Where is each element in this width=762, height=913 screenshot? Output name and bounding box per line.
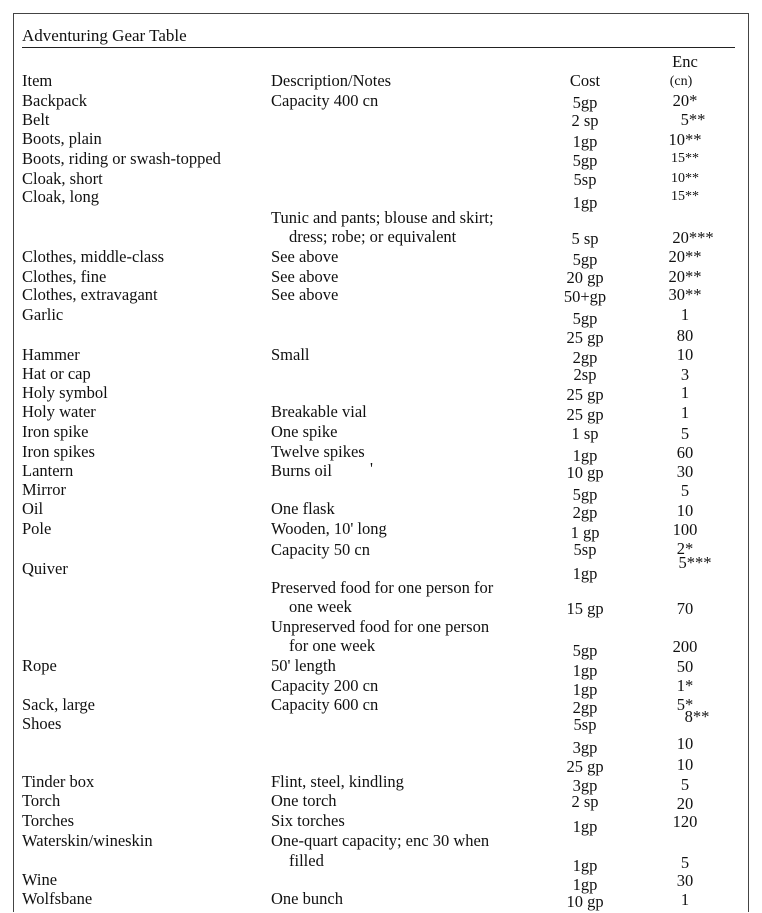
- item-enc: 5: [680, 481, 690, 500]
- item-enc: 100: [672, 520, 698, 539]
- item-name: Waterskin/wineskin: [22, 831, 153, 850]
- item-description: Capacity 200 cn: [271, 676, 379, 695]
- header-item: Item: [22, 71, 53, 90]
- item-enc: 1: [680, 305, 690, 324]
- item-cost: 25 gp: [566, 385, 604, 404]
- item-cost: 10 gp: [566, 463, 604, 482]
- item-enc: 1: [680, 403, 690, 422]
- item-enc: 30: [676, 871, 694, 890]
- item-enc: 30: [676, 462, 694, 481]
- item-name: Lantern: [22, 461, 74, 480]
- item-name: Rope: [22, 656, 57, 675]
- item-name: Torches: [22, 811, 74, 830]
- item-name: Wolfsbane: [22, 889, 93, 908]
- item-cost: 15 gp: [566, 599, 604, 618]
- item-name: Shoes: [22, 714, 62, 733]
- item-description: One bunch: [271, 889, 343, 908]
- item-name: Iron spike: [22, 422, 89, 441]
- item-description: Unpreserved food for one person: [271, 617, 490, 636]
- item-description: Capacity 600 cn: [271, 695, 379, 714]
- item-name: Oil: [22, 499, 44, 518]
- item-enc: 20**: [668, 247, 702, 266]
- item-cost: 5gp: [572, 250, 598, 269]
- item-name: Torch: [22, 791, 61, 810]
- item-cost: 2 sp: [571, 792, 599, 811]
- item-cost: 5sp: [573, 170, 597, 189]
- item-enc: 5***: [678, 553, 712, 572]
- item-cost: 1gp: [572, 817, 598, 836]
- item-cost: 1gp: [572, 446, 598, 465]
- item-enc: 10: [676, 345, 694, 364]
- item-description: 50' length: [271, 656, 336, 675]
- item-name: Belt: [22, 110, 50, 129]
- item-enc: 70: [676, 599, 694, 618]
- item-enc: 10**: [668, 130, 702, 149]
- item-description: for one week: [289, 636, 376, 655]
- item-enc: 20**: [668, 267, 702, 286]
- title-rule: [22, 47, 735, 48]
- item-name: Sack, large: [22, 695, 96, 714]
- item-description: See above: [271, 267, 339, 286]
- item-enc: 8**: [684, 707, 710, 726]
- item-description: Small: [271, 345, 310, 364]
- item-cost: 5gp: [572, 151, 598, 170]
- item-enc: 80: [676, 326, 694, 345]
- item-enc: 5: [680, 775, 690, 794]
- item-description: One-quart capacity; enc 30 when: [271, 831, 490, 850]
- item-name: Quiver: [22, 559, 68, 578]
- item-name: Mirror: [22, 480, 66, 499]
- item-name: Boots, plain: [22, 129, 102, 148]
- item-cost: 20 gp: [566, 268, 604, 287]
- item-name: Wine: [22, 870, 58, 889]
- item-enc: 5: [680, 853, 690, 872]
- item-description: Capacity 400 cn: [271, 91, 379, 110]
- item-enc: 1*: [676, 676, 694, 695]
- item-enc: 10: [676, 734, 694, 753]
- item-enc: 3: [680, 365, 690, 384]
- item-description: Breakable vial: [271, 402, 367, 421]
- item-name: Backpack: [22, 91, 88, 110]
- item-cost: 10 gp: [566, 892, 604, 911]
- item-cost: 2 sp: [571, 111, 599, 130]
- header-enc-unit: (cn): [669, 74, 693, 89]
- item-cost: 5 sp: [571, 229, 599, 248]
- item-enc: 120: [672, 812, 698, 831]
- item-cost: 5gp: [572, 641, 598, 660]
- item-cost: 5gp: [572, 309, 598, 328]
- item-enc: 50: [676, 657, 694, 676]
- item-description: Flint, steel, kindling: [271, 772, 404, 791]
- item-cost: 1gp: [572, 680, 598, 699]
- item-cost: 25 gp: [566, 328, 604, 347]
- item-name: Clothes, fine: [22, 267, 107, 286]
- item-cost: 1gp: [572, 875, 598, 894]
- item-cost: 1gp: [572, 193, 598, 212]
- item-description: Six torches: [271, 811, 345, 830]
- item-cost: 3gp: [572, 738, 598, 757]
- item-description: Burns oil: [271, 461, 332, 480]
- item-enc: 15**: [671, 189, 699, 204]
- item-name: Hat or cap: [22, 364, 91, 383]
- item-cost: 1gp: [572, 856, 598, 875]
- item-enc: 10: [676, 501, 694, 520]
- item-cost: 5gp: [572, 485, 598, 504]
- item-name: Boots, riding or swash-topped: [22, 149, 221, 168]
- item-enc: 2*: [676, 539, 694, 558]
- item-cost: 1gp: [572, 132, 598, 151]
- item-name: Clothes, extravagant: [22, 285, 158, 304]
- item-cost: 1gp: [572, 564, 598, 583]
- item-cost: 3gp: [572, 776, 598, 795]
- item-description: dress; robe; or equivalent: [289, 227, 457, 246]
- item-description: Wooden, 10' long: [271, 519, 387, 538]
- item-enc: 15**: [671, 151, 699, 166]
- item-description: one week: [289, 597, 352, 616]
- item-name: Tinder box: [22, 772, 95, 791]
- item-enc: 5*: [676, 695, 694, 714]
- item-cost: 1 sp: [571, 424, 599, 443]
- item-cost: 2sp: [573, 365, 597, 384]
- item-description: One flask: [271, 499, 335, 518]
- item-description: Capacity 50 cn: [271, 540, 370, 559]
- item-name: Iron spikes: [22, 442, 95, 461]
- header-description: Description/Notes: [271, 71, 392, 90]
- item-enc: 5**: [680, 110, 706, 129]
- item-cost: 5sp: [573, 715, 597, 734]
- stray-mark: ': [370, 459, 373, 478]
- item-cost: 1gp: [572, 661, 598, 680]
- item-enc: 20*: [672, 91, 698, 110]
- item-cost: 5sp: [573, 540, 597, 559]
- item-enc: 60: [676, 443, 694, 462]
- item-name: Pole: [22, 519, 52, 538]
- item-description: Preserved food for one person for: [271, 578, 494, 597]
- item-cost: 50+gp: [563, 287, 607, 306]
- item-name: Hammer: [22, 345, 80, 364]
- item-enc: 10: [676, 755, 694, 774]
- item-enc: 1: [680, 383, 690, 402]
- item-description: One spike: [271, 422, 338, 441]
- item-enc: 30**: [668, 285, 702, 304]
- item-description: Twelve spikes: [271, 442, 365, 461]
- item-enc: 20: [676, 794, 694, 813]
- item-cost: 25 gp: [566, 405, 604, 424]
- item-cost: 1 gp: [570, 523, 600, 542]
- table-title: Adventuring Gear Table: [22, 26, 187, 45]
- item-enc: 200: [672, 637, 698, 656]
- item-name: Holy symbol: [22, 383, 108, 402]
- item-enc: 5: [680, 424, 690, 443]
- item-description: See above: [271, 285, 339, 304]
- item-name: Garlic: [22, 305, 64, 324]
- item-enc: 1: [680, 890, 690, 909]
- item-enc: 10**: [671, 171, 699, 186]
- item-name: Cloak, long: [22, 187, 99, 206]
- item-description: Tunic and pants; blouse and skirt;: [271, 208, 494, 227]
- item-cost: 5gp: [572, 93, 598, 112]
- item-description: filled: [289, 851, 324, 870]
- item-cost: 2gp: [572, 503, 598, 522]
- item-name: Cloak, short: [22, 169, 103, 188]
- item-description: See above: [271, 247, 339, 266]
- item-enc: 20***: [672, 228, 714, 247]
- item-cost: 2gp: [572, 698, 598, 717]
- item-description: One torch: [271, 791, 337, 810]
- item-name: Holy water: [22, 402, 96, 421]
- header-enc: Enc: [672, 52, 698, 71]
- item-cost: 25 gp: [566, 757, 604, 776]
- item-name: Clothes, middle-class: [22, 247, 165, 266]
- header-cost: Cost: [569, 71, 601, 90]
- item-cost: 2gp: [572, 348, 598, 367]
